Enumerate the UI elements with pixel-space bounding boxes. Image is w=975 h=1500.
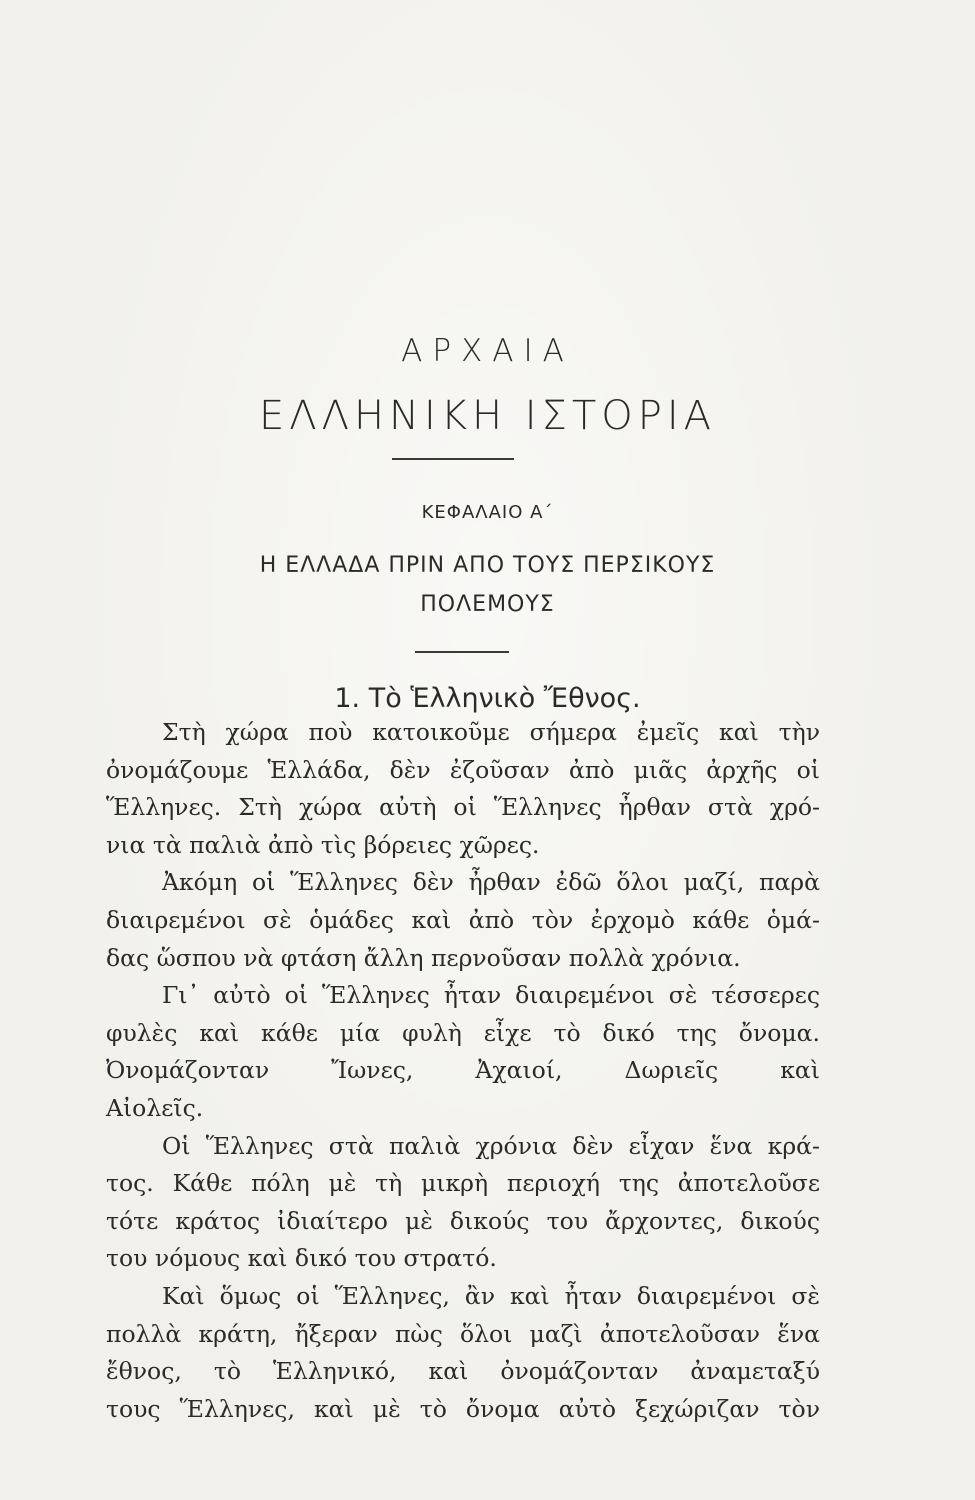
body-line: Αἰολεῖς. [106,1093,204,1122]
section-heading: 1. Τὸ Ἑλληνικὸ Ἔθνος. [334,683,641,714]
body-line: τότε κράτος ἰδιαίτερο μὲ δικούς του ἄρχοντες, δικούς [106,1206,820,1235]
body-line: Ὀνομάζονταν Ἴωνες, Ἀχαιοί, Δωριεῖς καὶ [106,1056,820,1085]
body-line: Ἀκόμη οἱ Ἕλληνες δὲν ἦρθαν ἐδῶ ὅλοι μαζί, παρὰ [162,868,820,897]
body-line: του νόμους καὶ δικό του στρατό. [106,1244,497,1273]
chapter-divider [415,651,509,653]
body-line: τους Ἕλληνες, καὶ μὲ τὸ ὄνομα αὐτὸ ξεχώριζαν τὸν [106,1394,820,1423]
title-line-1: ΑΡΧΑΙΑ [401,333,574,369]
body-line: Ἕλληνες. Στὴ χώρα αὐτὴ οἱ Ἕλληνες ἦρθαν στὰ χρό- [106,793,820,822]
body-line: ἔθνος, τὸ Ἑλληνικό, καὶ ὀνομάζονταν ἀναμεταξύ [106,1357,820,1386]
chapter-subtitle-line-2: ΠΟΛΕΜΟΥΣ [420,592,555,617]
title-divider [392,458,514,460]
body-text [106,714,820,1428]
title-line-2: ΕΛΛΗΝΙΚΗ ΙΣΤΟΡΙΑ [258,393,717,439]
body-line: τος. Κάθε πόλη μὲ τὴ μικρὴ περιοχή της ἀποτελοῦσε [106,1169,820,1198]
chapter-label: ΚΕΦΑΛΑΙΟ Α΄ [421,502,554,523]
body-line: δας ὥσπου νὰ φτάση ἄλλη περνοῦσαν πολλὰ χρόνια. [106,943,741,972]
body-line: διαιρεμένοι σὲ ὁμάδες καὶ ἀπὸ τὸν ἐρχομὸ κάθε ὁμά- [106,905,820,934]
body-line: Γι᾽ αὐτὸ οἱ Ἕλληνες ἦταν διαιρεμένοι σὲ τέσσερες [162,981,820,1010]
body-line: Στὴ χώρα ποὺ κατοικοῦμε σήμερα ἐμεῖς καὶ τὴν [162,718,820,746]
body-line: φυλὲς καὶ κάθε μία φυλὴ εἶχε τὸ δικό της ὄνομα. [106,1018,820,1047]
body-line: πολλὰ κράτη, ἤξεραν πὼς ὅλοι μαζὶ ἀποτελοῦσαν ἕνα [106,1319,820,1348]
chapter-subtitle-line-1: Η ΕΛΛΑΔΑ ΠΡΙΝ ΑΠΟ ΤΟΥΣ ΠΕΡΣΙΚΟΥΣ [259,553,716,578]
body-line: Καὶ ὅμως οἱ Ἕλληνες, ἂν καὶ ἦταν διαιρεμένοι σὲ [162,1281,820,1310]
body-line: Οἱ Ἕλληνες στὰ παλιὰ χρόνια δὲν εἶχαν ἕνα κρά- [162,1131,820,1160]
body-line: ὀνομάζουμε Ἑλλάδα, δὲν ἐζοῦσαν ἀπὸ μιᾶς ἀρχῆς οἱ [106,755,820,784]
body-line: νια τὰ παλιὰ ἀπὸ τὶς βόρειες χῶρες. [106,830,540,859]
